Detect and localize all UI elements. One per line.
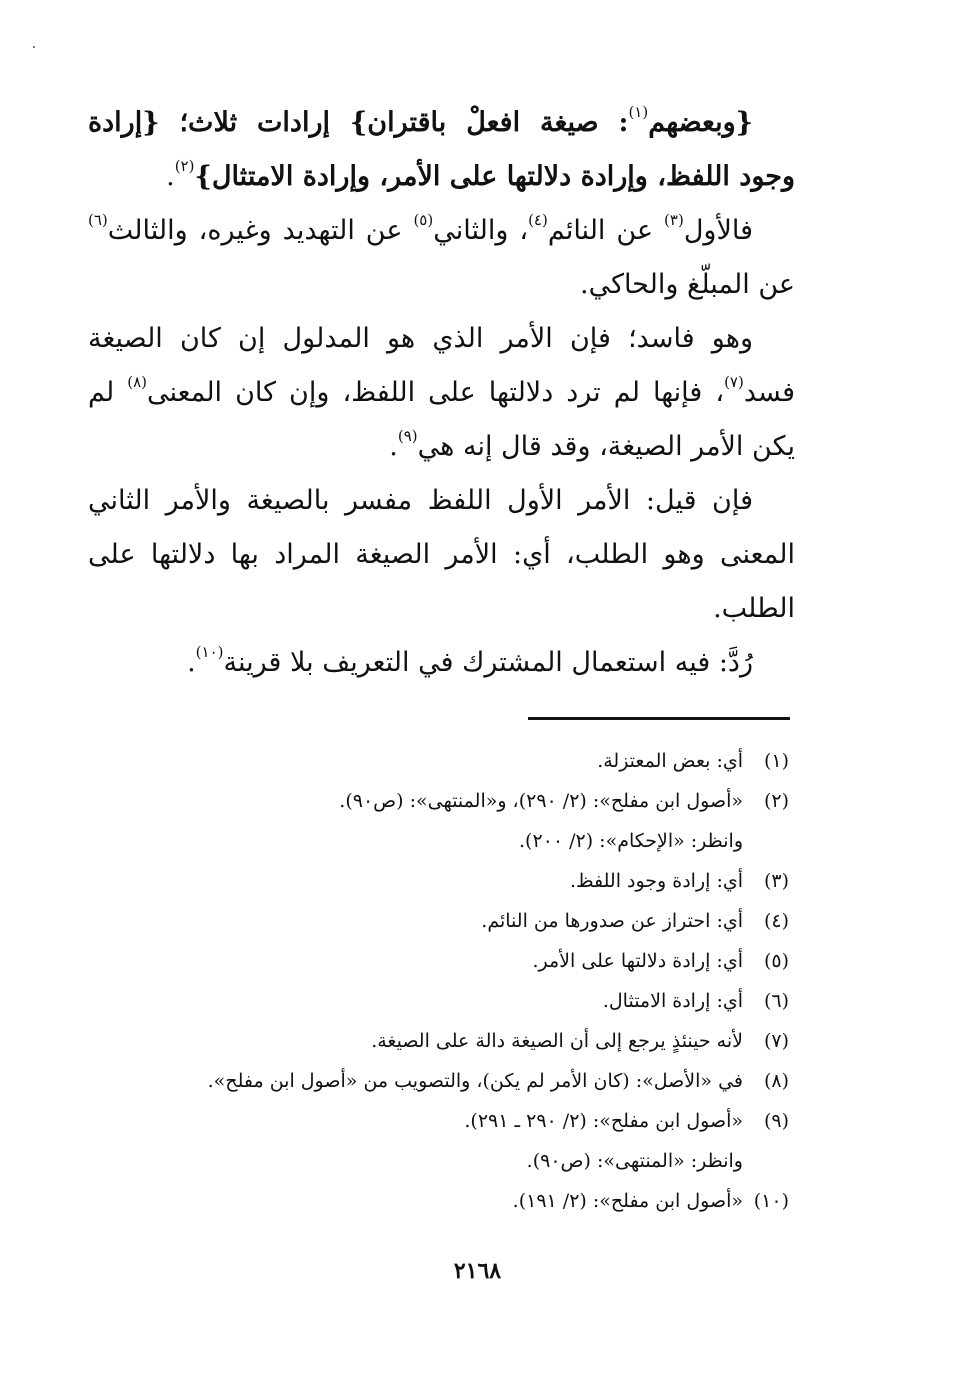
paragraph-explanation	[88, 204, 795, 312]
footnote-ref: (٧)	[724, 373, 744, 391]
footnote-item	[149, 1101, 789, 1141]
scan-speck	[33, 46, 35, 48]
text-run: عن المبلّغ والحاكي.	[580, 269, 795, 300]
footnote-number: (٥)	[763, 950, 789, 972]
text-run: لم يكن الأمر الصيغة، وقد قال إنه هي	[88, 377, 795, 462]
footnote-text: أي: بعض المعتزلة.	[597, 750, 743, 772]
footnote-item	[149, 901, 789, 941]
footnote-number: (٨)	[763, 1070, 789, 1092]
footnote-ref: (٩)	[397, 427, 418, 445]
footnote-number: (٣)	[763, 870, 789, 892]
footnote-number: (٧)	[763, 1030, 789, 1052]
text-run: ، فإنها لم ترد دلالتها على اللفظ، وإن كان المعنى	[147, 377, 725, 408]
paragraph-objection: فإن قيل: الأمر الأول اللفظ مفسر بالصيغة والأمر الثاني المعنى وهو الطلب، أي: الأمر الصيغة المراد بها دلالتها على الطلب.	[88, 485, 795, 624]
paragraph-reply	[88, 636, 795, 690]
footnote-text: «أصول ابن مفلح»: (٢/ ٢٩٠)، و«المنتهى»: (ص٩٠).	[339, 790, 743, 812]
footnotes	[149, 741, 789, 1221]
footnote-ref: (١٠)	[195, 643, 224, 661]
footnote-separator	[528, 717, 790, 720]
main-text	[88, 96, 795, 690]
footnote-text: أي: احتراز عن صدورها من النائم.	[481, 910, 743, 932]
footnote-text: في «الأصل»: (كان الأمر لم يكن)، والتصويب من «أصول ابن مفلح».	[207, 1070, 743, 1092]
footnote-item	[149, 941, 789, 981]
footnote-number: (١٠)	[753, 1190, 789, 1212]
footnote-ref: (٨)	[127, 373, 148, 391]
footnote-ref: (٤)	[528, 211, 548, 229]
footnote-ref: (١)	[628, 103, 649, 121]
footnote-number: (٢)	[763, 790, 789, 812]
text-run: ، والثاني	[433, 215, 529, 246]
text-run: عن النائم	[547, 215, 665, 246]
footnote-continuation	[149, 1141, 789, 1181]
text-run: عن التهديد وغيره، والثالث	[107, 215, 414, 246]
footnote-item	[149, 981, 789, 1021]
footnote-text: «أصول ابن مفلح»: (٢/ ١٩١).	[512, 1190, 743, 1212]
footnote-text: وانظر: «الإحكام»: (٢/ ٢٠٠).	[518, 830, 743, 852]
punctuation: .	[187, 647, 196, 678]
footnote-item	[149, 781, 789, 821]
punctuation: .	[166, 161, 175, 192]
footnote-text: أي: إرادة وجود اللفظ.	[569, 870, 743, 892]
footnote-number: (٦)	[763, 990, 789, 1012]
footnote-item	[149, 1061, 789, 1101]
footnote-item	[149, 1021, 789, 1061]
footnote-text: لأنه حينئذٍ يرجع إلى أن الصيغة دالة على الصيغة.	[371, 1030, 743, 1052]
text-run: وهو فاسد؛ فإن الأمر الذي هو المدلول إن كان الصيغة فسد	[88, 323, 796, 408]
footnote-text: أي: إرادة الامتثال.	[602, 990, 743, 1012]
footnote-item	[149, 1181, 789, 1221]
footnote-ref: (٢)	[174, 157, 195, 175]
footnote-number: (٩)	[763, 1110, 789, 1132]
footnote-text: «أصول ابن مفلح»: (٢/ ٢٩٠ ـ ٢٩١).	[464, 1110, 743, 1132]
quoted-text: {وبعضهم	[648, 107, 753, 138]
punctuation: .	[389, 431, 398, 462]
footnote-continuation	[149, 821, 789, 861]
footnote-ref: (٣)	[664, 211, 684, 229]
footnote-item	[149, 741, 789, 781]
footnote-number: (١)	[763, 750, 789, 772]
footnote-ref: (٦)	[88, 211, 108, 229]
text-run: فالأول	[683, 215, 753, 246]
footnote-text: أي: إرادة دلالتها على الأمر.	[532, 950, 743, 972]
text-run: رُدَّ: فيه استعمال المشترك في التعريف بلا قرينة	[223, 647, 753, 678]
paragraph-definition	[88, 96, 795, 204]
footnote-number: (٤)	[763, 910, 789, 932]
page-number: ٢١٦٨	[453, 1258, 502, 1284]
quoted-text: : صيغة افعلْ باقتران} إرادات ثلاث؛ {إرادة وجود اللفظ، وإرادة دلالتها على الأمر، وإرادة الامتثال}	[88, 107, 795, 192]
paragraph-refutation	[88, 312, 795, 474]
footnote-text: وانظر: «المنتهى»: (ص٩٠).	[526, 1150, 743, 1172]
footnote-item	[149, 861, 789, 901]
footnote-ref: (٥)	[413, 211, 434, 229]
